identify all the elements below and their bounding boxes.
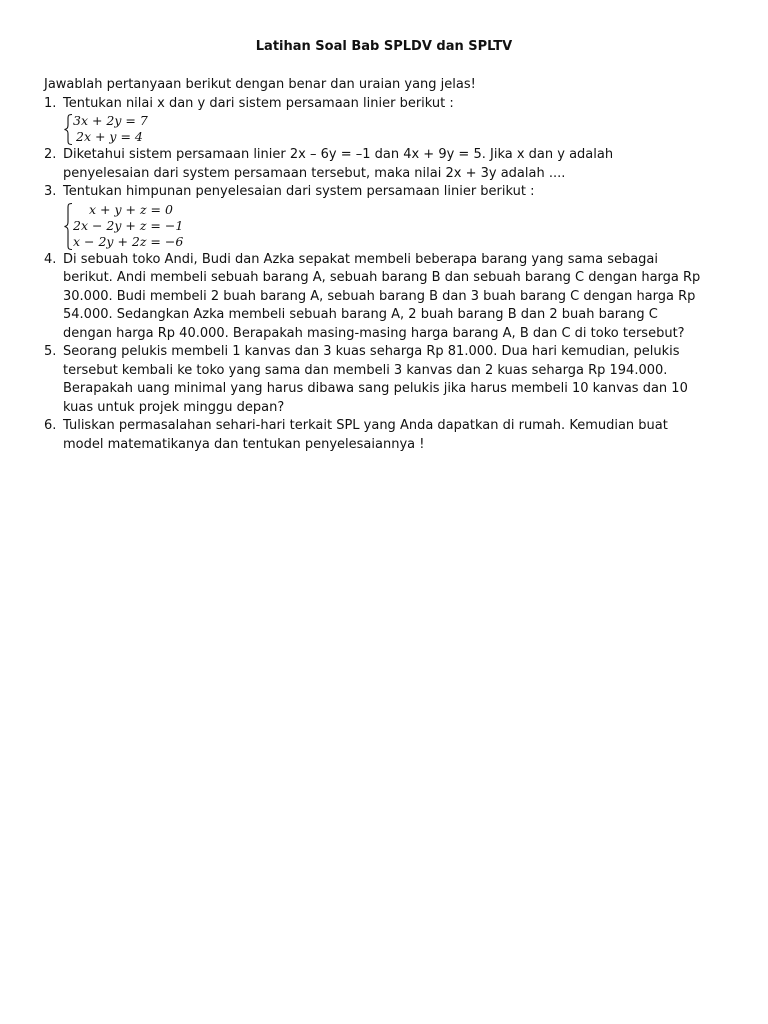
question-text bbox=[63, 95, 734, 114]
question-text bbox=[63, 183, 734, 202]
question-line: dengan harga Rp 40.000. Berapakah masing-masing harga barang A, B dan C di toko tersebut? bbox=[63, 325, 685, 341]
document-title: Latihan Soal Bab SPLDV dan SPLTV bbox=[255, 39, 513, 54]
question-4 bbox=[44, 251, 734, 344]
question-3 bbox=[44, 183, 734, 251]
instructions-text: Jawablah pertanyaan berikut dengan benar dan uraian yang jelas! bbox=[44, 77, 476, 92]
question-text bbox=[63, 146, 734, 183]
question-line: Tuliskan permasalahan sehari-hari terkait SPL yang Anda dapatkan di rumah. Kemudian buat bbox=[63, 418, 668, 433]
question-text bbox=[63, 417, 734, 454]
question-6 bbox=[44, 417, 734, 454]
equation: 2x + y = 4 bbox=[76, 129, 143, 144]
question-number: 3. bbox=[44, 184, 57, 199]
question-number: 4. bbox=[44, 251, 57, 267]
equation-system bbox=[63, 202, 734, 251]
equation-system bbox=[63, 113, 734, 146]
document-body bbox=[44, 76, 734, 454]
question-line: Seorang pelukis membeli 1 kanvas dan 3 kuas seharga Rp 81.000. Dua hari kemudian, pelukis bbox=[63, 344, 680, 359]
question-number: 5. bbox=[44, 344, 57, 359]
question-text bbox=[63, 251, 734, 344]
equation: 3x + 2y = 7 bbox=[73, 113, 148, 128]
question-line: Tentukan nilai x dan y dari sistem persamaan linier berikut : bbox=[63, 95, 454, 111]
question-number: 1. bbox=[44, 95, 57, 111]
question-line: penyelesaian dari system persamaan tersebut, maka nilai 2x + 3y adalah .... bbox=[63, 165, 566, 181]
question-5 bbox=[44, 343, 734, 417]
question-2 bbox=[44, 146, 734, 183]
question-line: Tentukan himpunan penyelesaian dari system persamaan linier berikut : bbox=[63, 184, 535, 199]
question-number: 6. bbox=[44, 418, 57, 433]
equation: x − 2y + 2z = −6 bbox=[73, 233, 184, 249]
question-line: Berapakah uang minimal yang harus dibawa sang pelukis jika harus membeli 10 kanvas dan 10 bbox=[63, 381, 688, 396]
question-line: Diketahui sistem persamaan linier 2x – 6y = –1 dan 4x + 9y = 5. Jika x dan y adalah bbox=[63, 147, 614, 162]
question-line: tersebut kembali ke toko yang sama dan membeli 3 kanvas dan 2 kuas seharga Rp 194.000. bbox=[63, 362, 668, 378]
equation: x + y + z = 0 bbox=[89, 201, 173, 217]
question-line: Di sebuah toko Andi, Budi dan Azka sepakat membeli beberapa barang yang sama sebagai bbox=[63, 251, 659, 267]
question-line: 54.000. Sedangkan Azka membeli sebuah barang A, 2 buah barang B dan 2 buah barang C bbox=[63, 307, 658, 322]
question-text bbox=[63, 343, 734, 417]
question-line: model matematikanya dan tentukan penyelesaiannya ! bbox=[63, 436, 425, 452]
question-line: berikut. Andi membeli sebuah barang A, sebuah barang B dan sebuah barang C dengan harga Rp bbox=[63, 270, 701, 285]
equation: 2x − 2y + z = −1 bbox=[73, 217, 184, 233]
question-1 bbox=[44, 95, 734, 147]
question-line: 30.000. Budi membeli 2 buah barang A, sebuah barang B dan 3 buah barang C dengan harga Rp bbox=[63, 288, 696, 304]
question-number: 2. bbox=[44, 147, 57, 162]
question-line: kuas untuk projek minggu depan? bbox=[63, 399, 285, 415]
